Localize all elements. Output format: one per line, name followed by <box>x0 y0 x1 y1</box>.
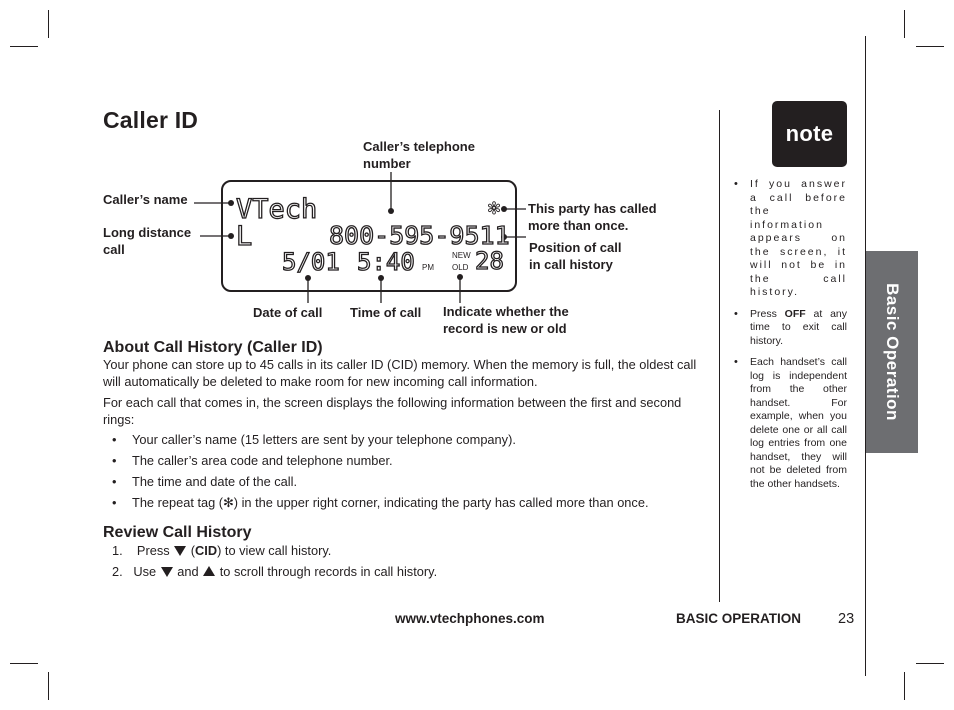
callout-time: Time of call <box>350 305 422 320</box>
about-paragraph-1: Your phone can store up to 45 calls in its caller ID (CID) memory. When the memory is full, the oldest call will automatically be deleted to make room for new incoming call information. <box>103 357 697 389</box>
lcd-old: OLD <box>452 263 469 272</box>
list-item: • Each handset’s call log is independent from the other handset. For example, when you delete one or all call log entries from one handset, they will not be deleted from the other handsets. <box>734 356 847 490</box>
footer-section-name: BASIC OPERATION <box>676 611 802 626</box>
list-item: 1. Press (CID) to view call history. <box>112 543 332 558</box>
page-number: 23 <box>838 611 855 627</box>
down-triangle-icon <box>174 546 186 556</box>
lcd-new: NEW <box>452 251 471 260</box>
bullet-icon: • <box>112 474 117 489</box>
bullet-icon: • <box>734 307 738 320</box>
lcd-time: 5:40 <box>357 248 415 276</box>
list-item: • The caller’s area code and telephone number. <box>112 453 393 468</box>
callout-telephone-number: Caller’s telephone number <box>363 139 475 171</box>
bullet-icon: • <box>112 453 117 468</box>
asterisk-icon: ✻ <box>488 195 501 219</box>
list-item: • The repeat tag (✻) in the upper right corner, indicating the party has called more than once. <box>112 495 649 510</box>
footer-website[interactable]: www.vtechphones.com <box>395 611 545 626</box>
bullet-icon: • <box>734 178 740 190</box>
about-paragraph-2: For each call that comes in, the screen displays the following information between the first and second rings: <box>103 395 682 427</box>
callout-date: Date of call <box>253 305 323 320</box>
note-list <box>734 178 847 499</box>
note-badge: note <box>772 101 847 167</box>
lcd-display <box>221 180 517 292</box>
lcd-pm: PM <box>422 263 434 272</box>
bullet-icon: • <box>734 356 738 368</box>
list-item: • If you answer a call before the information appears on the screen, it will not be in the call history. <box>734 178 847 298</box>
down-triangle-icon <box>161 567 173 577</box>
bullet-icon: • <box>112 432 117 447</box>
lcd-long-distance-flag: L <box>236 221 253 252</box>
up-triangle-icon <box>203 566 215 576</box>
callout-caller-name: Caller’s name <box>103 192 188 207</box>
lcd-phone-number: 800-595-9511 <box>329 221 510 250</box>
lcd-caller-name: VTech <box>236 194 318 225</box>
lcd-position: 28 <box>475 247 504 275</box>
section-side-tab: Basic Operation <box>866 251 918 453</box>
list-item: • The time and date of the call. <box>112 474 298 489</box>
list-item: • Your caller’s name (15 letters are sent by your telephone company). <box>112 432 516 447</box>
callout-repeat: This party has called more than once. <box>528 201 657 233</box>
about-bullet-list <box>112 431 712 515</box>
page-title: Caller ID <box>103 107 199 133</box>
bullet-icon: • <box>112 495 117 510</box>
callout-position: Position of call in call history <box>529 240 622 272</box>
lcd-date: 5/01 <box>282 248 340 276</box>
callout-new-old: Indicate whether the record is new or old <box>443 304 569 336</box>
review-heading: Review Call History <box>103 524 252 541</box>
list-item: • Press OFF at any time to exit call history. <box>734 307 847 347</box>
callout-long-distance: Long distance call <box>103 225 192 257</box>
list-item: 2. Use and to scroll through records in call history. <box>112 564 438 579</box>
about-heading: About Call History (Caller ID) <box>103 339 323 356</box>
review-steps <box>112 542 712 584</box>
